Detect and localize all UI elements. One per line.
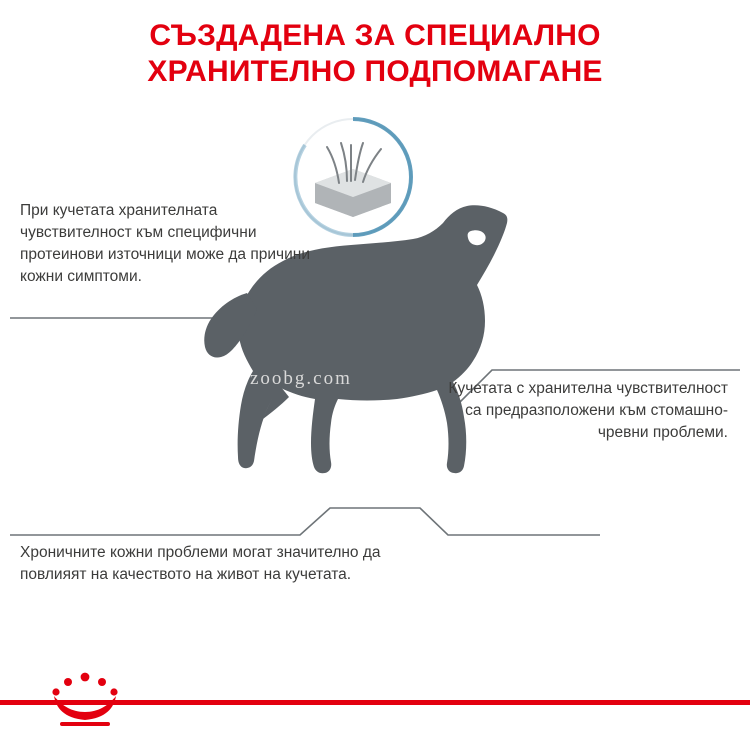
- callout-text-left-top: При кучетата хранителната чувствителност към специфични протеинови източници може да причини кожни симптоми.: [20, 202, 310, 285]
- callout-text-bottom-left: Хроничните кожни проблеми могат значително да повлияят на качеството на живот на кучетата.: [20, 544, 381, 583]
- callout-text-right: Кучетата с хранителна чувствителност са предразположени към стомашно-чревни проблеми.: [448, 380, 728, 441]
- page-title-line-2: ХРАНИТЕЛНО ПОДПОМАГАНЕ: [147, 55, 603, 88]
- page-title: [0, 18, 750, 90]
- page-title-line-1: СЪЗДАДЕНА ЗА СПЕЦИАЛНО: [149, 19, 601, 52]
- royal-canin-crown-logo: [48, 672, 122, 728]
- watermark-text: zoobg.com: [250, 368, 352, 389]
